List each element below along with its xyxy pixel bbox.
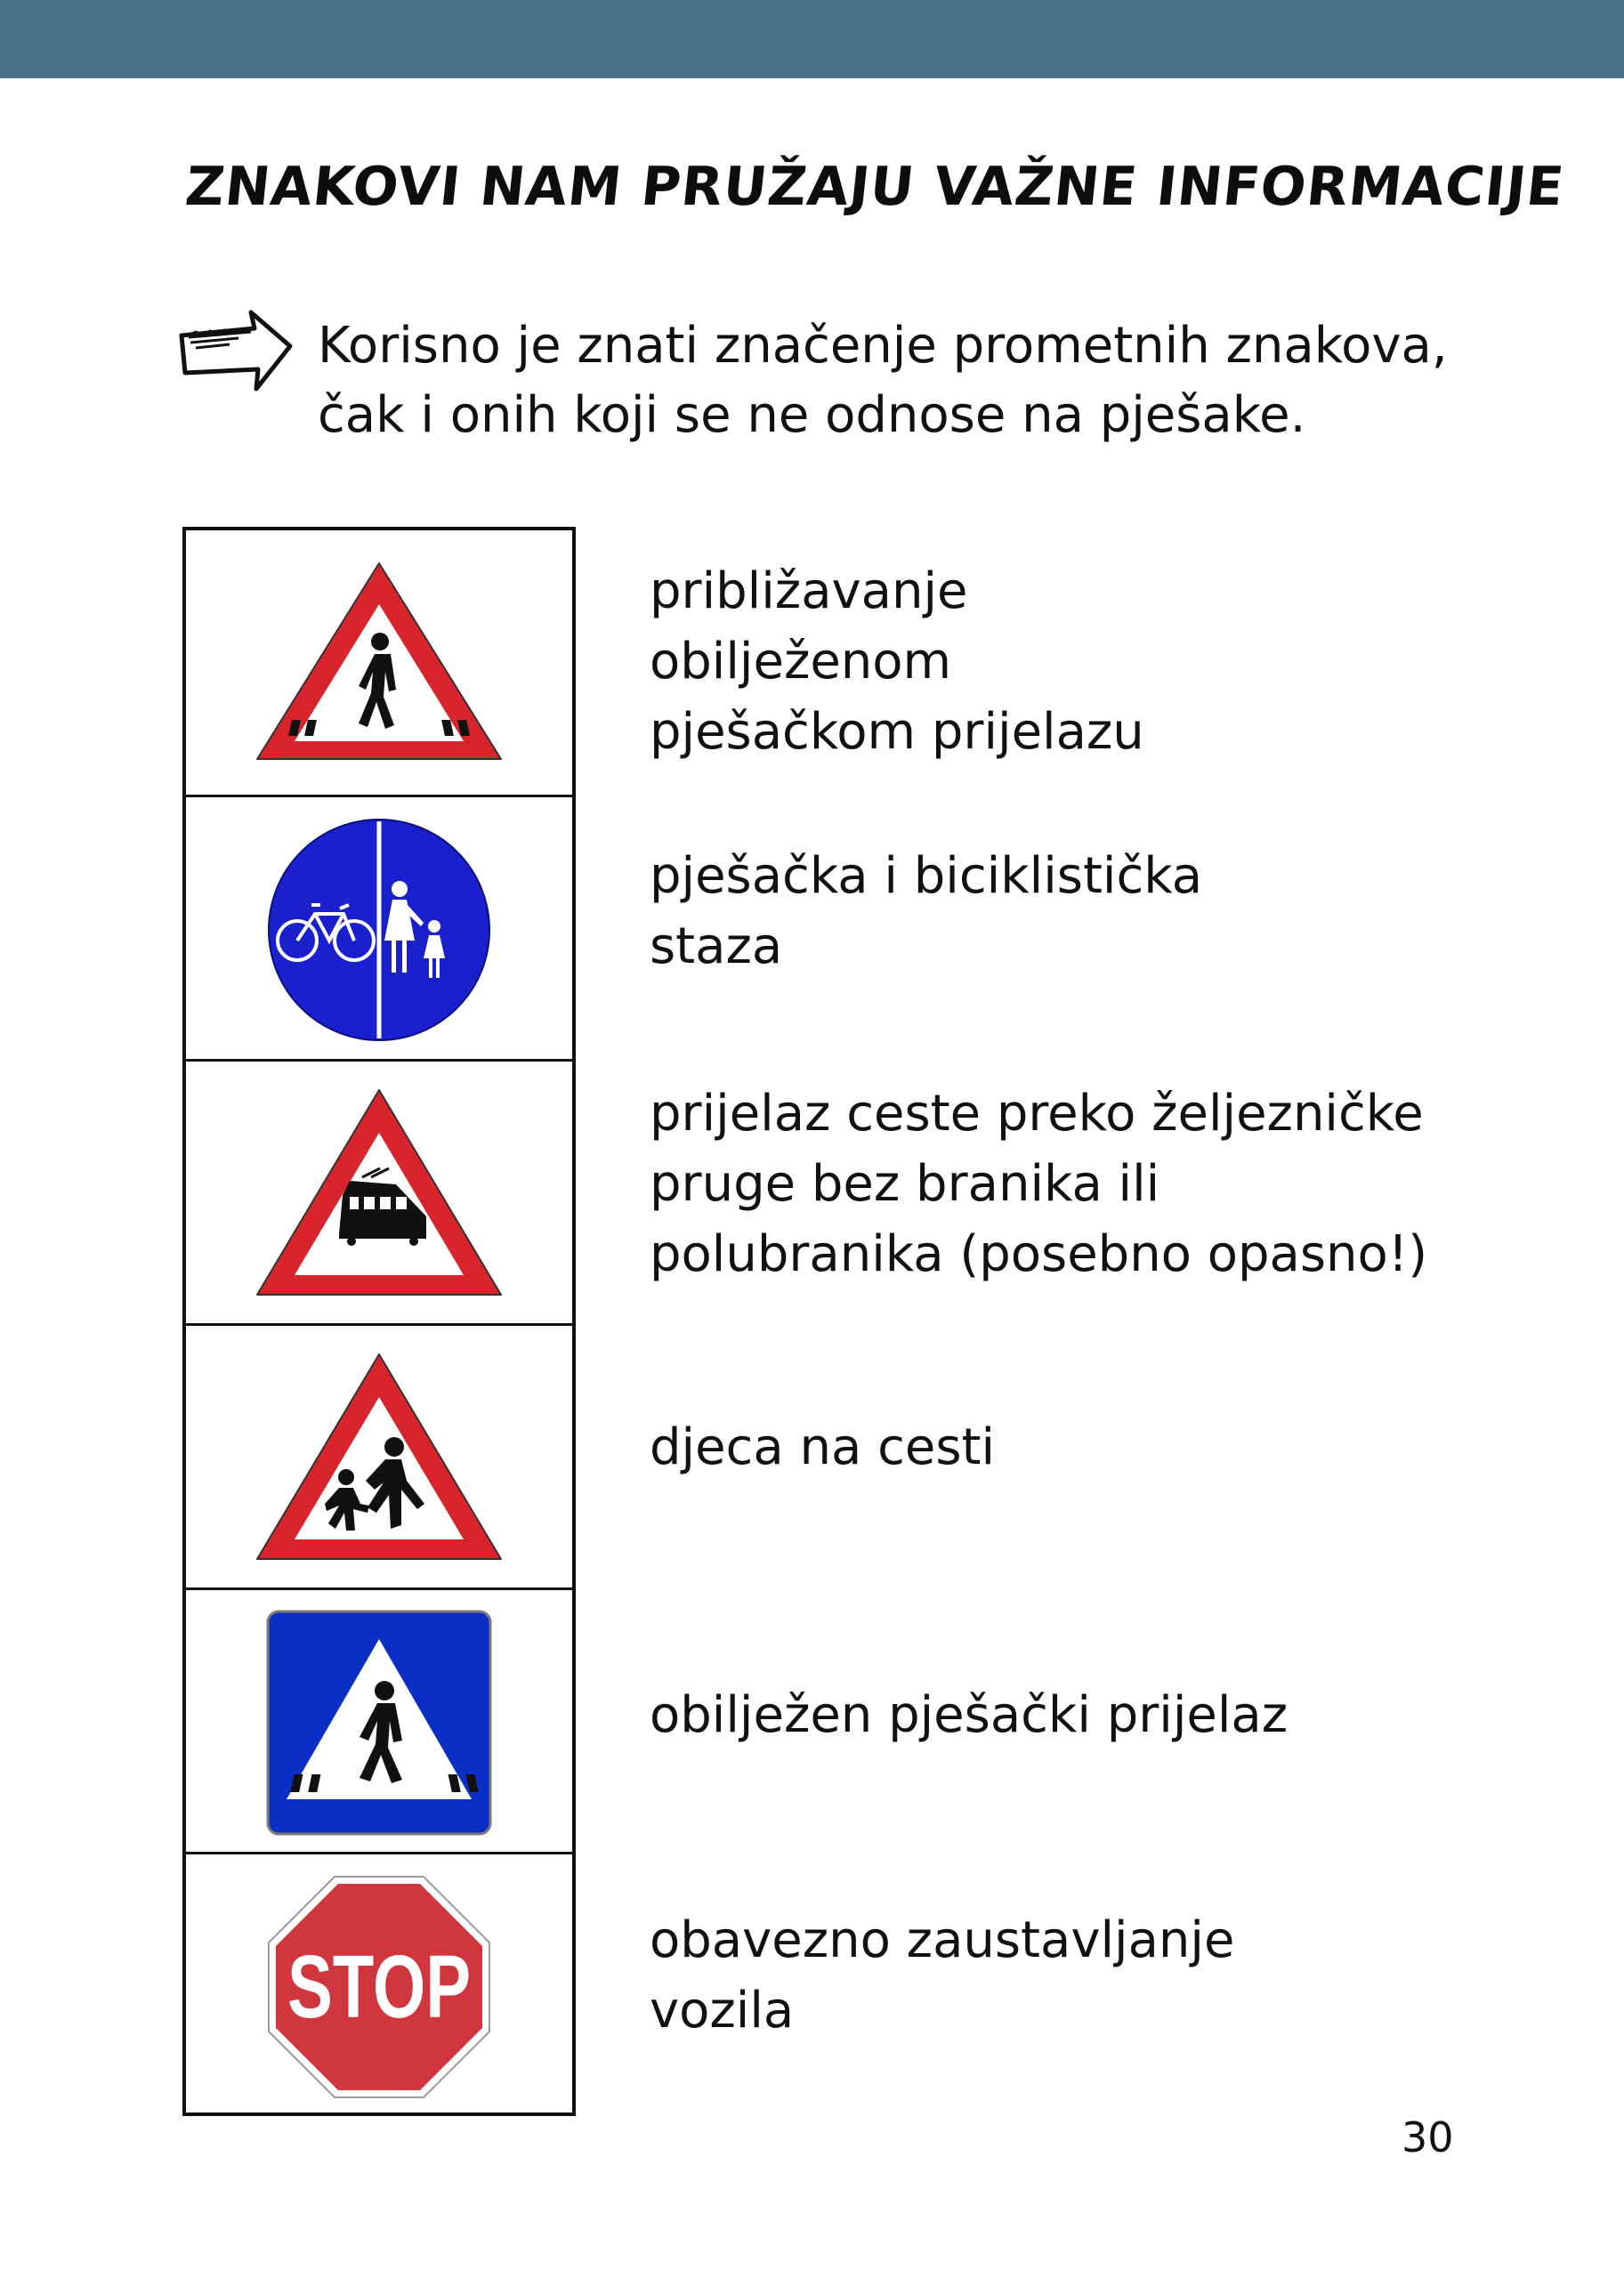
header-band [0, 0, 1624, 78]
railway-crossing-without-barrier-icon [250, 1083, 508, 1305]
sign-cell [186, 795, 572, 1062]
sign-description [650, 1412, 1539, 1482]
sign-cell [186, 1587, 572, 1854]
description-line: pješačkom prijelazu [650, 703, 1144, 761]
pedestrian-and-bicycle-path-icon [265, 816, 493, 1044]
stop-sign-icon [265, 1873, 493, 2101]
page-number: 30 [1402, 2113, 1454, 2161]
sign-description [650, 1905, 1539, 2046]
sign-description [650, 1078, 1539, 1289]
stop-sign-text: STOP [287, 1936, 471, 2037]
page-title: ZNAKOVI NAM PRUŽAJU VAŽNE INFORMACIJE [182, 156, 1568, 218]
marked-pedestrian-crossing-icon [265, 1609, 493, 1837]
sign-description [650, 1680, 1539, 1750]
description-line: obavezno zaustavljanje [650, 1911, 1235, 1969]
description-line: pruge bez branika ili [650, 1155, 1160, 1213]
sign-cell [186, 1323, 572, 1590]
description-line: staza [650, 917, 783, 975]
description-line: približavanje [650, 562, 968, 620]
intro-text [318, 311, 1563, 450]
sign-cell [186, 1059, 572, 1326]
children-on-road-icon [250, 1347, 508, 1570]
sign-description [650, 841, 1539, 981]
signs-table [182, 527, 576, 2116]
intro-line: Korisno je znati značenje prometnih znakova, [318, 317, 1448, 375]
description-line: pješačka i biciklistička [650, 847, 1203, 905]
pedestrian-crossing-warning-icon [250, 556, 508, 770]
description-line: djeca na cesti [650, 1418, 996, 1476]
sign-cell [186, 1852, 572, 2119]
description-line: vozila [650, 1982, 795, 2040]
description-line: obilježen pješački prijelaz [650, 1686, 1289, 1744]
hand-drawn-arrow-icon [176, 307, 295, 396]
description-line: polubranika (posebno opasno!) [650, 1225, 1428, 1283]
description-line: obilježenom [650, 633, 952, 691]
intro-line: čak i onih koji se ne odnose na pješake. [318, 386, 1306, 444]
sign-cell [186, 530, 572, 795]
sign-description [650, 556, 1539, 767]
description-line: prijelaz ceste preko željezničke [650, 1085, 1424, 1143]
